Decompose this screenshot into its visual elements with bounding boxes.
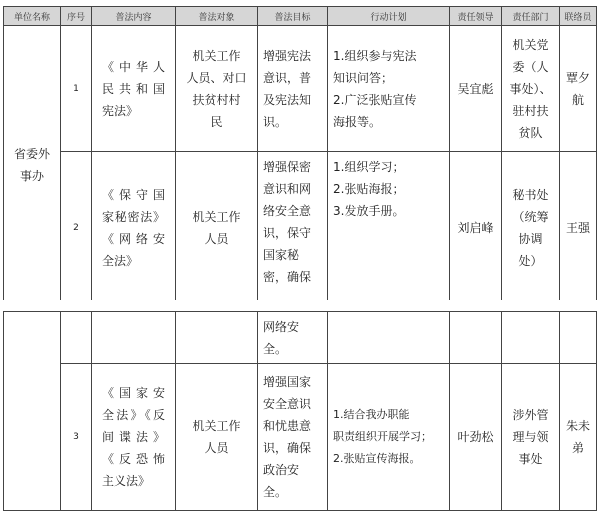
plan-line: 1.组织学习； — [333, 160, 405, 174]
plan-table-part-2 — [3, 311, 597, 511]
leader-cell — [450, 312, 502, 364]
unit-name-cell-cont — [4, 312, 61, 511]
seq-cell: 3 — [61, 364, 92, 511]
leader-cell: 吴宜彪 — [450, 26, 502, 152]
dept-line: 事处 — [518, 452, 543, 466]
dept-line: 委（人 — [512, 59, 549, 74]
dept-line: 贫队 — [518, 125, 543, 140]
header-content: 普法内容 — [92, 7, 176, 26]
unit-name-line: 省委外 — [13, 146, 50, 161]
plan-cell — [328, 364, 450, 511]
goal-line: 密，确保 — [263, 270, 312, 284]
dept-line: 处） — [518, 253, 543, 268]
content-line: 全法》 — [102, 253, 139, 268]
content-line: 间谍法》 — [102, 430, 165, 444]
plan-cell — [328, 26, 450, 152]
header-leader: 责任领导 — [450, 7, 502, 26]
target-line: 民 — [210, 114, 223, 129]
target-cell — [176, 312, 258, 364]
header-target: 普法对象 — [176, 7, 258, 26]
header-plan: 行动计划 — [328, 7, 450, 26]
goal-line: 网络安 — [263, 319, 300, 334]
contact-line: 航 — [571, 92, 584, 107]
goal-line: 意识，普 — [263, 70, 312, 85]
plan-line: 海报等。 — [333, 114, 382, 129]
content-line: 《中华人 — [102, 59, 165, 74]
goal-line: 识，确保 — [263, 441, 312, 455]
target-line: 人员、对口 — [186, 70, 247, 85]
content-line: 全法》《反 — [102, 408, 165, 422]
content-cell — [92, 364, 176, 511]
target-line: 机关工作 — [192, 419, 241, 433]
contact-line: 朱未 — [565, 419, 590, 433]
leader-cell: 刘启峰 — [450, 152, 502, 304]
plan-line: 2.张贴宣传海报。 — [333, 452, 421, 465]
leader-cell: 叶劲松 — [450, 364, 502, 511]
seq-cell: 1 — [61, 26, 92, 152]
table-row — [4, 312, 597, 364]
goal-line: 意识和网 — [263, 182, 312, 196]
target-cell — [176, 26, 258, 152]
contact-cell — [560, 312, 597, 364]
goal-line: 增强宪法 — [263, 48, 312, 63]
content-line: 《国家安 — [102, 386, 165, 400]
goal-line: 安全意识 — [263, 397, 312, 411]
contact-line: 覃夕 — [565, 70, 590, 85]
header-row — [4, 7, 597, 26]
dept-line: 机关党 — [512, 37, 549, 52]
content-cell — [92, 152, 176, 304]
table-row — [4, 152, 597, 304]
goal-cell — [258, 364, 328, 511]
dept-cell — [502, 364, 560, 511]
goal-line: 增强国家 — [263, 375, 312, 389]
table-row — [4, 26, 597, 152]
target-cell — [176, 364, 258, 511]
plan-cell — [328, 312, 450, 364]
plan-line: 1.结合我办职能 — [333, 408, 410, 421]
dept-line: （统筹 — [512, 209, 549, 224]
contact-cell — [560, 152, 597, 304]
plan-line: 知识问答； — [333, 70, 394, 85]
contact-cell — [560, 364, 597, 511]
content-line: 宪法》 — [102, 103, 139, 118]
dept-line: 事处）、 — [509, 81, 552, 96]
goal-line: 络安全意 — [263, 204, 312, 218]
goal-line: 和忧患意 — [263, 419, 312, 433]
header-unit: 单位名称 — [4, 7, 61, 26]
goal-line: 全。 — [263, 341, 288, 356]
dept-cell — [502, 26, 560, 152]
target-line: 机关工作 — [192, 209, 241, 224]
seq-cell: 2 — [61, 152, 92, 304]
goal-line: 增强保密 — [263, 160, 312, 174]
plan-cell — [328, 152, 450, 304]
plan-line: 1.组织参与宪法 — [333, 48, 417, 63]
plan-line: 3.发放手册。 — [333, 204, 405, 218]
content-line: 《反恐怖 — [102, 452, 165, 466]
header-contact: 联络员 — [560, 7, 597, 26]
dept-line: 秘书处 — [512, 187, 549, 202]
content-line: 民共和国 — [102, 81, 165, 96]
goal-line: 全。 — [263, 485, 288, 499]
dept-cell — [502, 152, 560, 304]
target-cell — [176, 152, 258, 304]
target-line: 机关工作 — [192, 48, 241, 63]
plan-table-part-1 — [3, 6, 597, 304]
goal-line: 识，保守 — [263, 226, 312, 240]
dept-cell — [502, 312, 560, 364]
content-line: 主义法》 — [102, 474, 151, 488]
dept-line: 协调 — [518, 231, 543, 246]
header-seq: 序号 — [61, 7, 92, 26]
content-line: 家秘密法》 — [102, 209, 165, 224]
plan-line: 职责组织开展学习； — [333, 430, 432, 443]
seq-cell — [61, 312, 92, 364]
goal-cell — [258, 152, 328, 304]
dept-line: 理与领 — [512, 430, 549, 444]
goal-line: 识。 — [263, 114, 288, 129]
content-cell — [92, 26, 176, 152]
goal-cell — [258, 26, 328, 152]
content-line: 《保守国 — [102, 187, 165, 202]
target-line: 扶贫村村 — [192, 92, 241, 107]
header-dept: 责任部门 — [502, 7, 560, 26]
unit-name-cell — [4, 26, 61, 304]
plan-line: 2.张贴海报； — [333, 182, 405, 196]
goal-cell — [258, 312, 328, 364]
contact-cell — [560, 26, 597, 152]
goal-line: 政治安 — [263, 463, 300, 477]
header-goal: 普法目标 — [258, 7, 328, 26]
plan-line: 2.广泛张贴宣传 — [333, 92, 417, 107]
dept-line: 涉外管 — [512, 408, 549, 422]
content-cell — [92, 312, 176, 364]
goal-line: 国家秘 — [263, 248, 300, 262]
content-line: 《网络安 — [102, 231, 165, 246]
dept-line: 驻村扶 — [512, 103, 549, 118]
target-line: 人员 — [204, 441, 229, 455]
contact-line: 弟 — [571, 441, 584, 455]
table-row — [4, 364, 597, 511]
page-break — [0, 300, 600, 311]
contact-line: 王强 — [565, 220, 590, 235]
target-line: 人员 — [204, 231, 229, 246]
unit-name-line: 事办 — [19, 168, 44, 183]
goal-line: 及宪法知 — [263, 92, 312, 107]
